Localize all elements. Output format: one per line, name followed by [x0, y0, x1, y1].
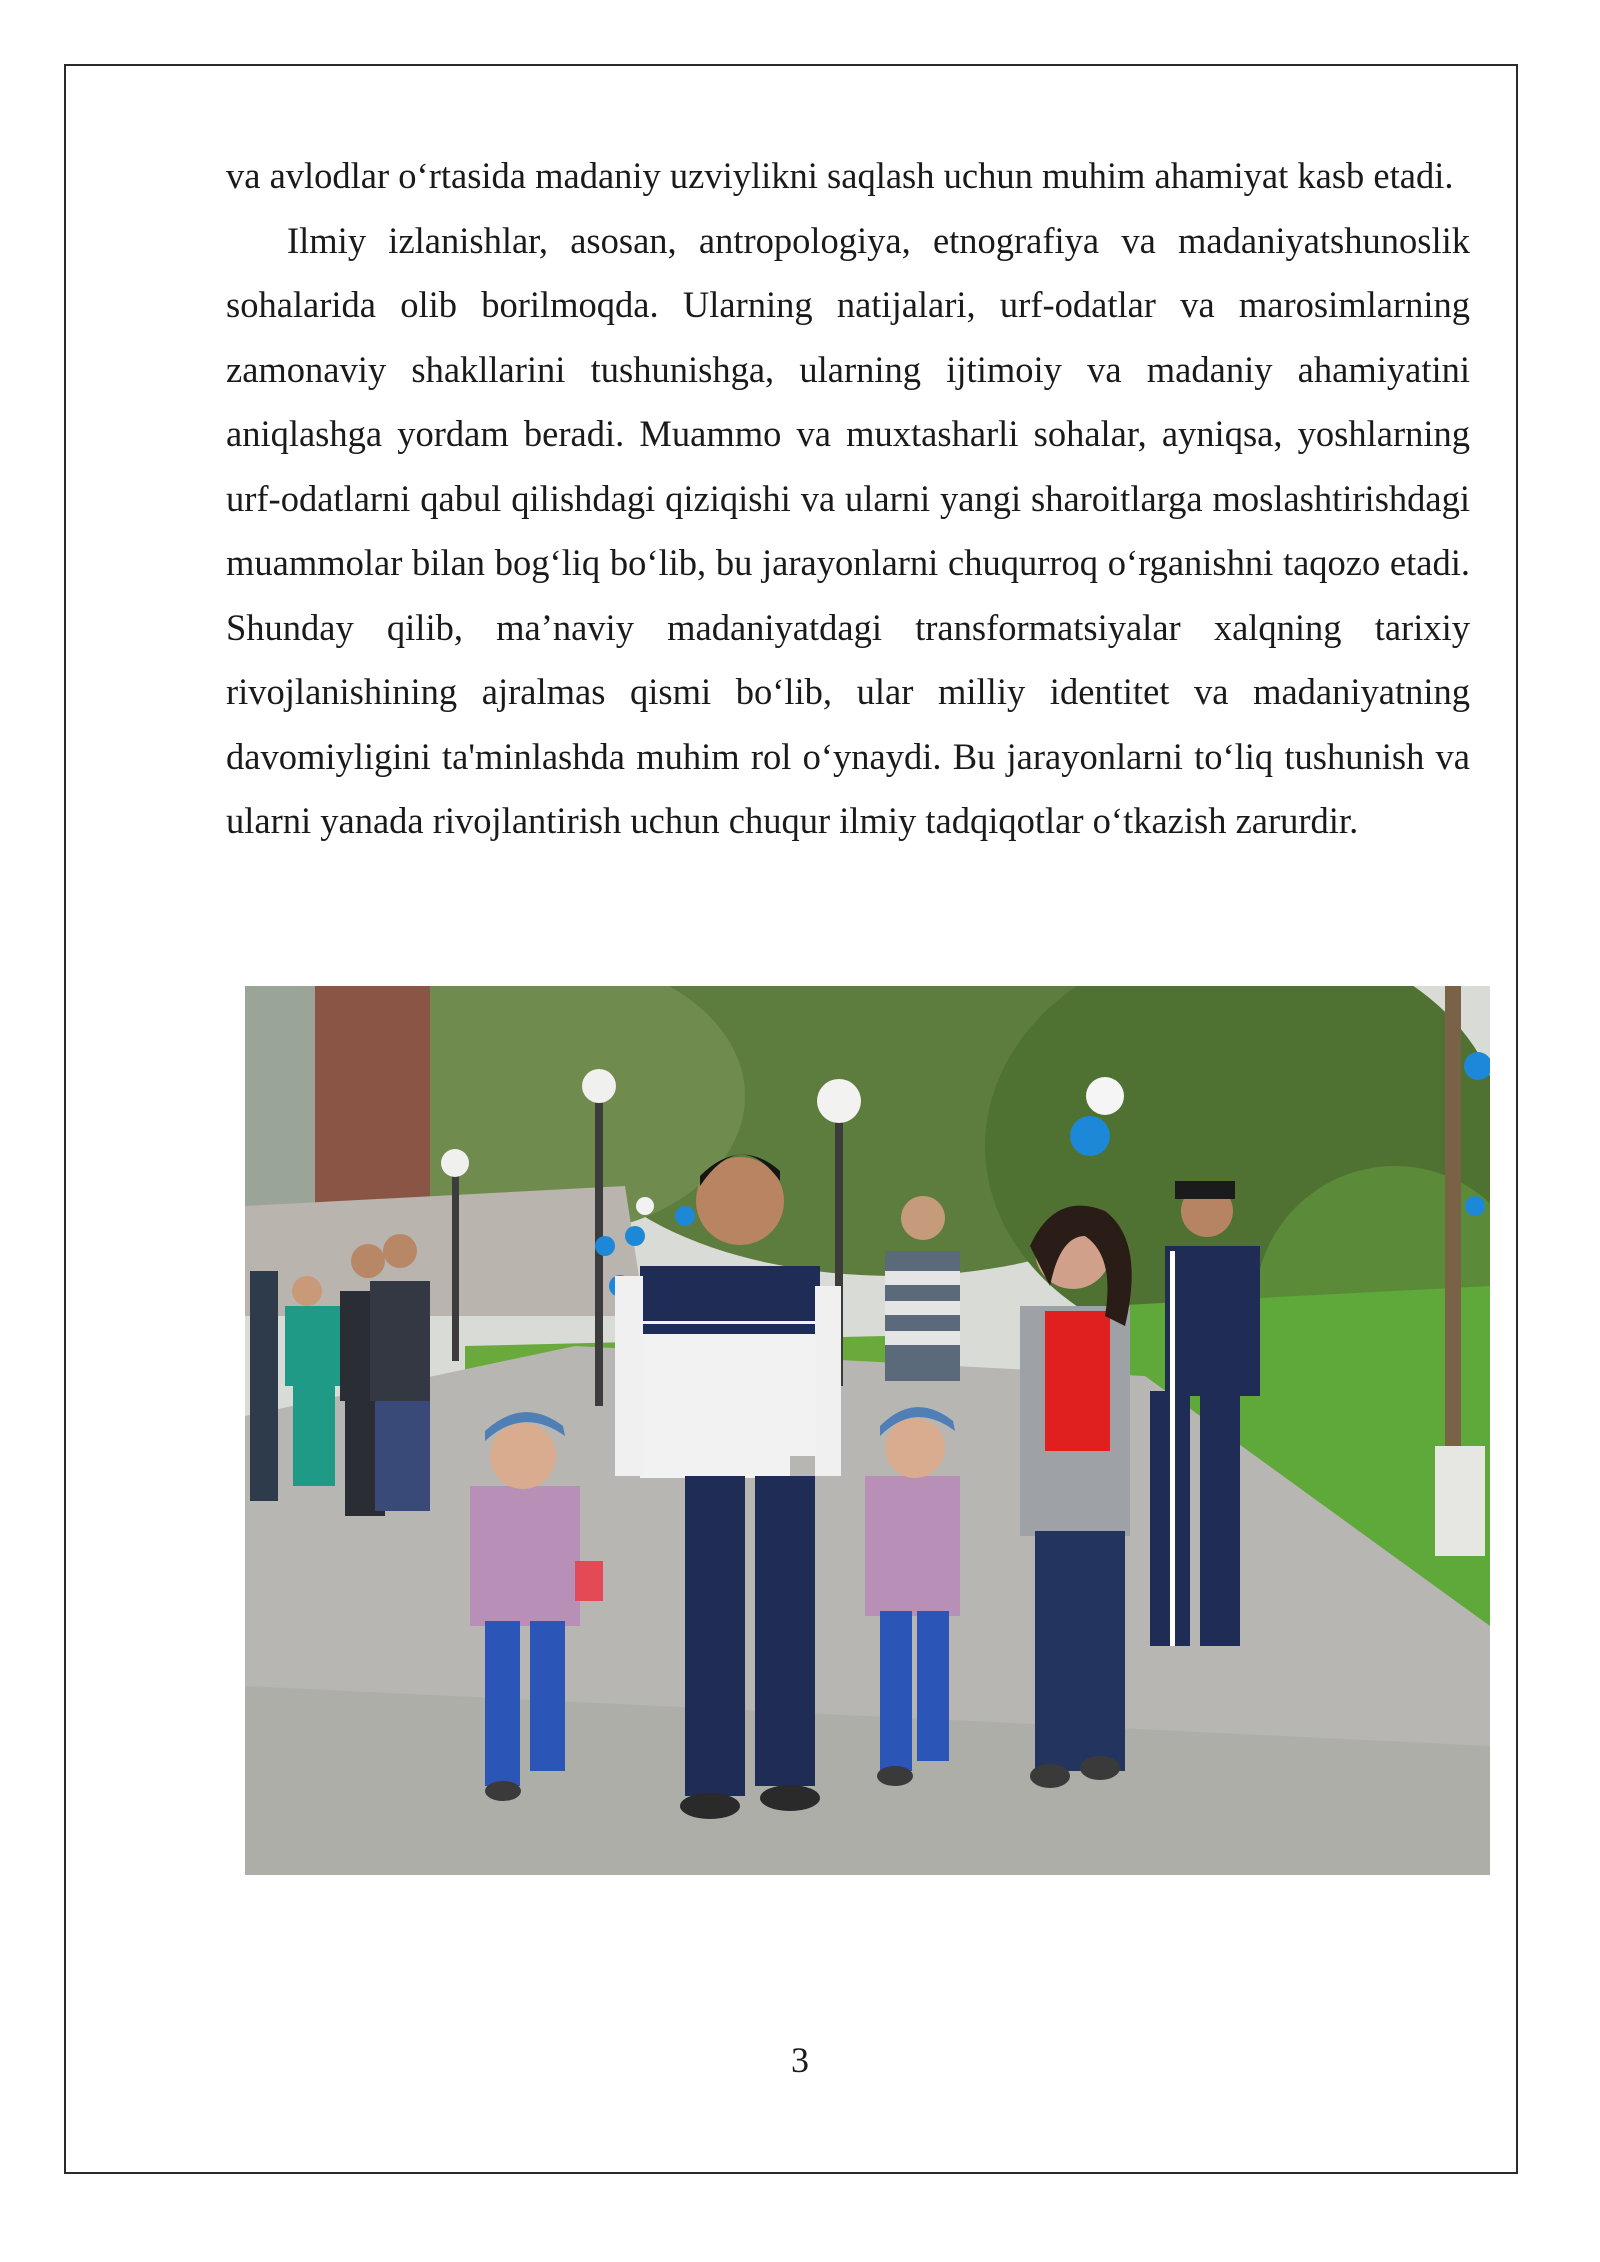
- body-text: [226, 144, 1470, 854]
- family-walk-photo: [245, 986, 1490, 1875]
- paragraph-continuation: va avlodlar o‘rtasida madaniy uzviylikni saqlash uchun muhim ahamiyat kasb etadi.: [226, 155, 1454, 196]
- family-walk-illustration: [245, 986, 1490, 1875]
- paragraph-research: Ilmiy izlanishlar, asosan, antropologiya, etnografiya va madaniyatshunoslik sohalarida olib borilmoqda. Ularning natijalari, urf-odatlar va marosimlarning zamonaviy shakllarini tushunishga, ularning ijtimoiy va madaniy ahamiyatini aniqlashga yordam beradi. Muammo va muxtasharli sohalar, ayniqsa, yoshlarning urf-odatlarni qabul qilishdagi qiziqishi va ularni yangi sharoitlarga moslashtirishdagi muammolar bilan bog‘liq bo‘lib, bu jarayonlarni chuqurroq o‘rganishni taqozo etadi. Shunday qilib, ma’naviy madaniyatdagi transformatsiyalar xalqning tarixiy rivojlanishining ajralmas qismi bo‘lib, ular milliy identitet va madaniyatning davomiyligini ta'minlashda muhim rol o‘ynaydi. Bu jarayonlarni to‘liq tushunish va ularni yanada rivojlantirish uchun chuqur ilmiy tadqiqotlar o‘tkazish zarurdir.: [226, 219, 1470, 841]
- page-number: 3: [791, 2040, 809, 2080]
